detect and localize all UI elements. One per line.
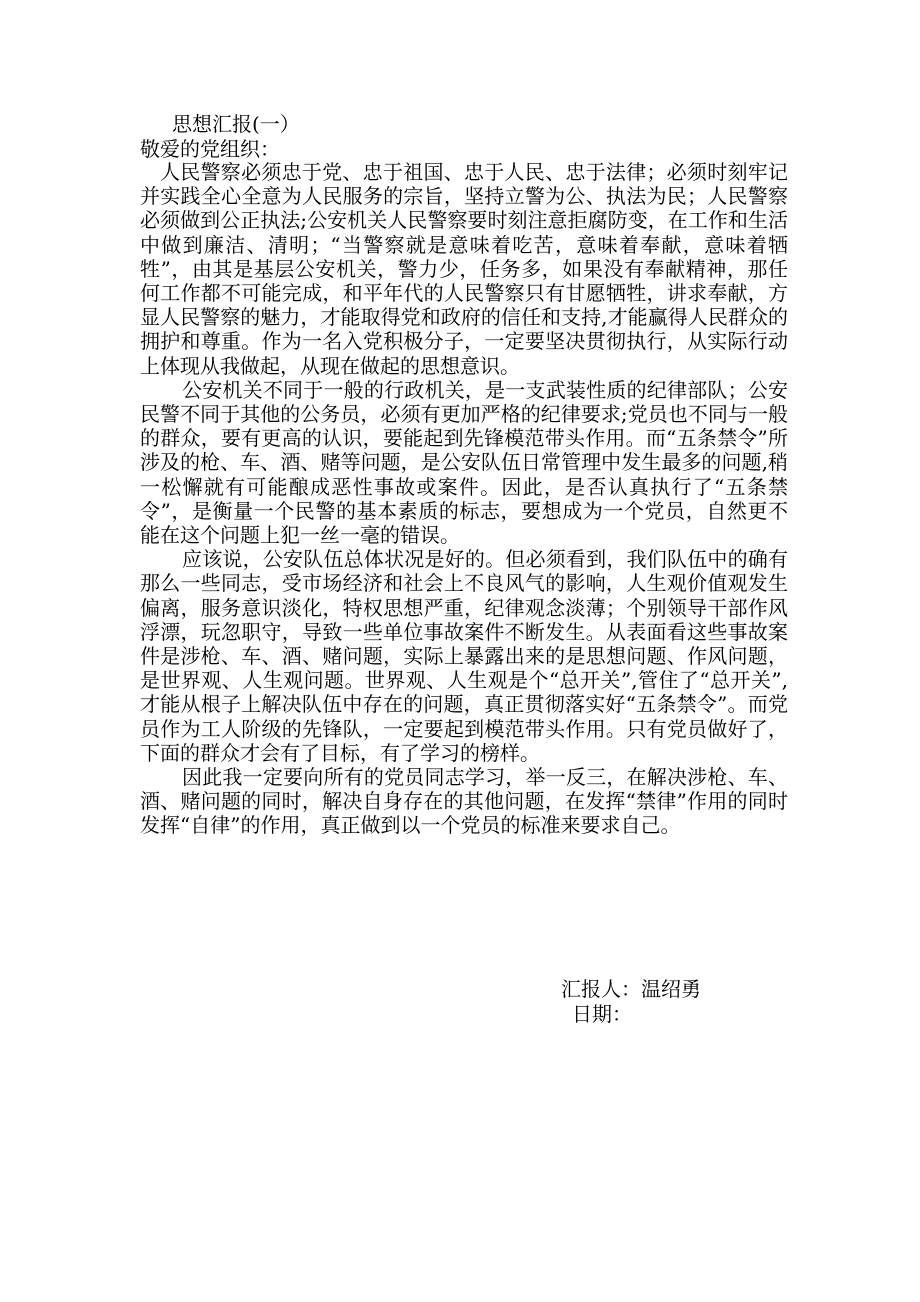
- signature-line: 汇报人：温绍勇: [561, 977, 701, 1001]
- document-title: 思想汇报(一）: [172, 112, 300, 136]
- paragraph-2: 公安机关不同于一般的行政机关，是一支武装性质的纪律部队；公安民警不同于其他的公务员，必须有更加严格的纪律要求;党员也不同与一般的群众，要有更高的认识，要能起到先锋模范带头作用。而“五条禁令”所涉及的枪、车、酒、赌等问题，是公安队伍日常管理中发生最多的问题,稍一松懈就有可能酿成恶性事故或案件。因此，是否认真执行了“五条禁令”，是衡量一个民警的基本素质的标志，要想成为一个党员，自然更不能在这个问题上犯一丝一毫的错误。: [140, 377, 788, 548]
- paragraph-1: 人民警察必须忠于党、忠于祖国、忠于人民、忠于法律；必须时刻牢记并实践全心全意为人民服务的宗旨，坚持立警为公、执法为民；人民警察必须做到公正执法;公安机关人民警察要时刻注意拒腐防变，在工作和生活中做到廉洁、清明；“当警察就是意味着吃苦，意味着奉献，意味着牺牲”，由其是基层公安机关，警力少，任务多，如果没有奉献精神，那任何工作都不可能完成，和平年代的人民警察只有甘愿牺牲，讲求奉献，方显人民警察的魅力，才能取得党和政府的信任和支持,才能赢得人民群众的拥护和尊重。作为一名入党积极分子，一定要坚决贯彻执行，从实际行动上体现从我做起，从现在做起的思想意识。: [140, 160, 788, 378]
- paragraph-3: 应该说，公安队伍总体状况是好的。但必须看到，我们队伍中的确有那么一些同志，受市场经济和社会上不良风气的影响，人生观价值观发生偏离，服务意识淡化，特权思想严重，纪律观念淡薄；个别领导干部作风浮漂，玩忽职守，导致一些单位事故案件不断发生。从表面看这些事故案件是涉枪、车、酒、赌问题，实际上暴露出来的是思想问题、作风问题，是世界观、人生观问题。世界观、人生观是个“总开关”,管住了“总开关”,才能从根子上解决队伍中存在的问题，真正贯彻落实好“五条禁令”。而党员作为工人阶级的先锋队，一定要起到模范带头作用。只有党员做好了，下面的群众才会有了目标，有了学习的榜样。: [140, 547, 788, 765]
- salutation: 敬爱的党组织：: [140, 137, 280, 161]
- document-body: [140, 160, 788, 838]
- date-line: 日期：: [572, 1002, 632, 1026]
- paragraph-4: 因此我一定要向所有的党员同志学习，举一反三，在解决涉枪、车、酒、赌问题的同时，解决自身存在的其他问题，在发挥“禁律”作用的同时发挥“自律”的作用，真正做到以一个党员的标准来要求自己。: [140, 765, 788, 838]
